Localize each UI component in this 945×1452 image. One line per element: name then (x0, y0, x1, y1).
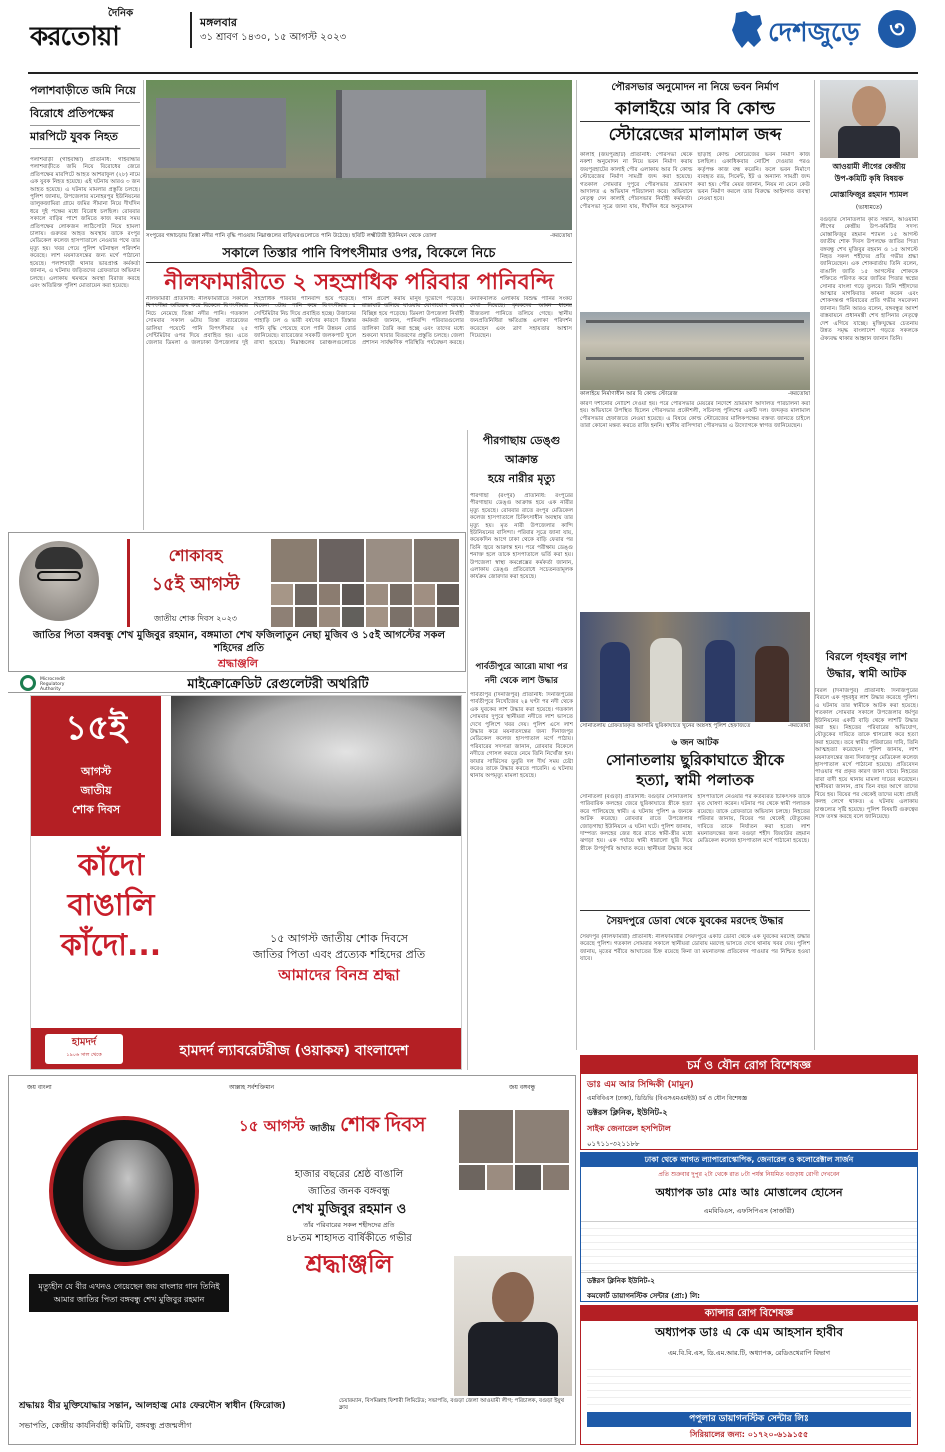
quote-text: মৃত্যুহীন যে বীর এখনও গেয়েছেন জয় বাংলার গান তিনিই আমার জাতির পিতা বঙ্গবন্ধু শেখ মুজিবুর রহমান (29, 1274, 229, 1312)
section-logo (730, 8, 920, 52)
ad-title: ঢাকা থেকে আগত ল্যাপারোস্কোপিক, জেনারেল ও কলোরেক্টাল সার্জন (581, 1153, 917, 1167)
title-word-2: শোক (340, 1112, 380, 1136)
house-building (336, 90, 486, 180)
mra-logo-text: Microcredit Regulatory Authority (40, 677, 65, 692)
story-kicker: সকালে তিস্তার পানি বিপৎসীমার ওপর, বিকেলে নিচে (222, 246, 496, 261)
story-body-cont: কারণ দর্শানোর নোটিশ দেওয়া হয়। পরে পৌরসভার মেয়রের নির্দেশে ভ্রাম্যমাণ আদালত পরিচালনা করা হয়। অভিযানে উপস্থিত ছিলেন পৌরসভার প্রকৌশলী, সচিবসহ পুলিশের একটি দল। জব্দকৃত মালামাল পৌরসভার হেফাজতে নেওয়া হয়েছে। এ বিষয়ে কোল্ড স্টোরেজের মালিকপক্ষের বক্তব্য জানতে চাইলে তারা কোনো মন্তব্য করতে রাজি হননি। স্থানীয় বাসিন্দারা পৌরসভার এ উদ্যোগকে স্বাগত জানিয়েছেন। (580, 401, 810, 430)
headline-line-1: পীরগাছায় ডেঙ্গু আক্রান্ত (482, 434, 561, 466)
cry-line-2: বাঙালি (67, 888, 155, 923)
masthead (0, 0, 945, 78)
ad-subtitle: জাতীয় শোক দিবস ২০২৩ (153, 614, 238, 623)
story-body: পীরগাছা (রংপুর) প্রতিনিধি: রংপুরের পীরগাছায় ডেঙ্গু আক্রান্ত হয়ে এক নারীর মৃত্যু হয়েছে। রোববার রাতে রংপুর মেডিকেল কলেজ হাসপাতালে চিকিৎসাধীন অবস্থায় তার মৃত্যু হয়। মৃত নারী উপজেলার কান্দি ইউনিয়নের বাসিন্দা। পরিবার সূত্রে জানা যায়, কয়েকদিন আগে ঢাকা থেকে বাড়ি ফেরার পর তিনি জ্বরে আক্রান্ত হন। পরে পরীক্ষায় ডেঙ্গু শনাক্ত হলে তাকে হাসপাতালে ভর্তি করা হয়। উপজেলা স্বাস্থ্য কমপ্লেক্সের কর্মকর্তা জানান, এলাকায় ডেঙ্গু প্রতিরোধে সচেতনতামূলক কার্যক্রম জোরদার করা হয়েছে। (470, 493, 573, 581)
headline-line-2: নদী থেকে লাশ উদ্ধার (485, 676, 558, 686)
ad-schedule: প্রতি শুক্রবার দুপুর ২টা থেকে রাত ৮টা পর্যন্ত নিয়মিত বগুড়ায় রোগী দেখবেন (658, 1171, 840, 1178)
hamdard-bar (31, 1028, 462, 1070)
flood-water (146, 178, 572, 230)
ad-hamdard (30, 695, 462, 1070)
cry-line-1: কাঁদো (77, 848, 145, 883)
phone-number: ০১৭১১-৩২১১৮৮ (587, 1140, 640, 1148)
photo-caption (580, 390, 810, 399)
portrait-bw (171, 696, 462, 836)
tribute-line-3: আমাদের বিনম্র শ্রদ্ধা (278, 966, 400, 984)
ad-mra (8, 532, 466, 672)
profile-title-2: উপ-কমিটি কৃষি বিষয়ক (834, 174, 904, 183)
title-word-1: জাতীয় (309, 1124, 336, 1134)
hamdard-logo (45, 1034, 123, 1064)
clinic-name: ডক্টরস ক্লিনিক ইউনিট-২ (587, 1277, 655, 1285)
photo-caption (580, 722, 810, 731)
headline-line-2: হয়ে নারীর মৃত্যু (488, 472, 555, 485)
mra-logo-icon (20, 675, 36, 691)
hospital-name: সাইক জেনারেল হসপিটাল (587, 1124, 671, 1133)
profile-photo (820, 80, 918, 158)
tribute-line-4: তাঁর পরিবারের সকল শহীদদের প্রতি (303, 1221, 395, 1229)
headline-line-1: পার্বতীপুরে আরো৷ মাথা পর (475, 662, 568, 672)
column-rule (814, 80, 815, 1050)
portrait-hair (35, 547, 83, 569)
badge-line-2: জাতীয় (80, 784, 112, 797)
mourning-banner (127, 539, 261, 627)
story-kalai (580, 80, 810, 610)
title-date: ১৫ আগস্ট (239, 1117, 305, 1135)
story-body: বিরল (দিনাজপুর) প্রতিনিধি: দিনাজপুরের বিরলে এক গৃহবধূর লাশ উদ্ধার করেছে পুলিশ। এ ঘটনায় তার স্বামীকে আটক করা হয়েছে। গতকাল সোমবার সকালে উপজেলার ধর্মপুর ইউনিয়নের একটি বাড়ি থেকে লাশটি উদ্ধার করা হয়। নিহতের পরিবারের অভিযোগ, যৌতুকের দাবিতে তাকে শ্বাসরোধ করে হত্যা করা হয়েছে। তবে স্বামীর পরিবারের দাবি, তিনি আত্মহত্যা করেছেন। পুলিশ জানায়, লাশ ময়নাতদন্তের জন্য দিনাজপুর মেডিকেল কলেজ হাসপাতাল মর্গে পাঠানো হয়েছে। প্রতিবেদন পাওয়ার পর প্রকৃত কারণ জানা যাবে। নিহতের বাবা বাদী হয়ে থানায় মামলা দায়ের করেছেন। স্থানীয়রা জানান, প্রায় তিন বছর আগে তাদের বিয়ে হয়। বিয়ের পর থেকেই তাদের মধ্যে প্রায়ই কলহ লেগে থাকত। এ ঘটনায় এলাকায় চাঞ্চল্যের সৃষ্টি হয়েছে। পুলিশ বিষয়টি গুরুত্বের সঙ্গে তদন্ত করছে বলে জানিয়েছে। (815, 688, 918, 820)
masthead-rule (28, 72, 918, 74)
house-roof (156, 98, 286, 168)
caption-text: সংপুরের গঙ্গাচড়ায় তিস্তা নদীর পানি বৃদ্ধি পাওয়ায় নিম্নাঞ্চলের বাড়িঘরগুলোতে পানি উঠেছে। ছবিটি লক্ষ্মীটারী ইউনিয়ন থেকে তোলা (146, 233, 437, 239)
doctor-degrees: এমবিবিএস, এফসিপিএস (সার্জারী) (703, 1207, 795, 1215)
badge-line-3: শোক দিবস (71, 803, 120, 816)
arrest-photo (580, 612, 810, 722)
headline-line-2: উদ্ধার, স্বামী আটক (826, 668, 907, 680)
section-title: দেশজুড়ে (768, 18, 860, 48)
doctor-name: অধ্যাপক ডাঃ এ কে এম আহসান হাবীব (654, 1325, 844, 1339)
martyrs-photo-grid (271, 539, 459, 627)
ad-top-left: জয় বাংলা (27, 1084, 52, 1091)
story-kicker: পৌরসভার অনুমোদন না নিয়ে ভবন নির্মাণ (611, 82, 779, 93)
ad-skin-specialist (580, 1055, 918, 1150)
tribute-line-1: ১৫ আগস্ট জাতীয় শোক দিবসে (270, 932, 408, 945)
profile-body: বগুড়ার সোনাতলার কৃতি সন্তান, আওয়ামী লীগের কেন্দ্রীয় উপ-কমিটির সদস্য মোস্তাফিজুর রহমান শ্যামল ১৫ আগস্ট জাতীয় শোক দিবস উপলক্ষে জাতির পিতা বঙ্গবন্ধু শেখ মুজিবুর রহমান ও ১৫ আগস্টে নিহত সকল শহীদের প্রতি গভীর শ্রদ্ধা জানিয়েছেন। এক শোকবার্তায় তিনি বলেন, বাঙালি জাতি ১৫ আগস্টের শোককে শক্তিতে পরিণত করে জাতির পিতার স্বপ্নের সোনার বাংলা গড়ে তুলবে। তিনি শহীদদের আত্মার মাগফিরাত কামনা করেন এবং শোকসন্তপ্ত পরিবারের প্রতি গভীর সমবেদনা জানান। তিনি আরও বলেন, বঙ্গবন্ধুর আদর্শ বাস্তবায়নে প্রধানমন্ত্রী শেখ হাসিনার নেতৃত্বে দেশ এগিয়ে যাচ্ছে। মুক্তিযুদ্ধের চেতনায় উন্নত সমৃদ্ধ বাংলাদেশ গড়তে সকলকে ঐক্যবদ্ধ থাকার আহ্বান জানান তিনি। (820, 217, 918, 342)
story-kicker: ৬ জন আটক (671, 738, 719, 748)
mra-org-name: মাইক্রোক্রেডিট রেগুলেটরী অথরিটি (187, 677, 369, 692)
paper-name-small: দৈনিক (108, 8, 134, 19)
portrait-suit (838, 126, 900, 158)
feroz-suit (468, 1322, 558, 1396)
cry-text (51, 846, 171, 966)
tribute-line-1: হাজার বছরের শ্রেষ্ঠ বাঙালি (294, 1169, 404, 1180)
ad-cancer-specialist (580, 1305, 918, 1445)
black-disk (49, 1116, 199, 1266)
saidpur-body: সৈয়দপুর (নীলফামারী) প্রতিনিধি: নীলফামারীর সৈয়দপুরে একটি ডোবা থেকে এক যুবকের মরদেহ উদ্ধার করেছে পুলিশ। গতকাল সোমবার সকালে স্থানীয়রা ডোবায় মরদেহ ভাসতে দেখে থানায় খবর দেয়। পুলিশ জানায়, মৃতের শরীরে আঘাতের চিহ্ন রয়েছে কিনা তা ময়নাতদন্ত প্রতিবেদন পাওয়ার পর নিশ্চিত হওয়া যাবে। (580, 934, 810, 963)
headline-line-1: সোনাতলায় ছুরিকাঘাতে স্ত্রীকে (605, 751, 785, 769)
issue-day: মঙ্গলবার (200, 16, 237, 29)
portrait-glasses (37, 571, 81, 581)
flood-photo (146, 80, 572, 230)
bangabandhu-portrait (19, 541, 99, 621)
martyrs-photos (459, 1110, 569, 1190)
ad-shraddha: শ্রদ্ধাঞ্জলি (218, 657, 258, 670)
warehouse-photo (580, 312, 810, 390)
tribute-line-3: শেখ মুজিবুর রহমান ও (291, 1202, 407, 1217)
tribute-text (221, 931, 457, 987)
profile-name: মোস্তাফিজুর রহমান শ্যামল (829, 190, 909, 199)
column-rule (576, 80, 577, 1050)
story-body: নীলফামারী প্রতিনিধি: নীলফামারীতে সকালে বিপৎসীমা অতিক্রম করে বিকেলে বিপৎসীমার নিচে নেমেছে তিস্তা নদীর পানি। গতকাল সোমবার সকাল ৬টায় তিস্তা ব্যারেজের ডালিয়া পয়েন্টে পানি বিপৎসীমার ২৫ সেন্টিমিটার ওপর দিয়ে প্রবাহিত হয়। এতে জেলার ডিমলা ও জলঢাকা উপজেলার দুই সহস্রাধিক পরিবার পানিবন্দি হয়ে পড়েছে। বিকেল ৩টায় পানি কমে বিপৎসীমার ৫ সেন্টিমিটার নিচ দিয়ে প্রবাহিত হচ্ছে। উজানের পাহাড়ি ঢল ও ভারী বর্ষণের কারণে তিস্তার পানি বৃদ্ধি পেয়েছে বলে পানি উন্নয়ন বোর্ড জানিয়েছে। ব্যারেজের সবকটি জলকপাট খুলে রাখা হয়েছে। নিম্নাঞ্চলের চরাঞ্চলগুলোতে পানি প্রবেশ করায় মানুষ দুর্ভোগে পড়েছে। রাস্তাঘাট তলিয়ে যাওয়ায় যোগাযোগ ব্যবস্থা বিচ্ছিন্ন হয়ে পড়েছে। ডিমলা উপজেলা নির্বাহী কর্মকর্তা জানান, পানিবন্দি পরিবারগুলোর তালিকা তৈরি করা হচ্ছে এবং তাদের মধ্যে শুকনো খাবার বিতরণের প্রস্তুতি চলছে। জেলা প্রশাসন সার্বক্ষণিক পরিস্থিতি পর্যবেক্ষণ করছে। বন্যাকবলিত এলাকায় বিশুদ্ধ পানির সংকট দেখা দিয়েছে। কৃষকদের আমন ধানের বীজতলা পানিতে তলিয়ে গেছে। স্থানীয় জনপ্রতিনিধিরা ক্ষতিগ্রস্ত এলাকা পরিদর্শন করেছেন এবং ত্রাণ সহায়তার আশ্বাস দিয়েছেন। (146, 296, 572, 347)
headline-line-2: স্টোরেজের মালামাল জব্দ (608, 125, 782, 145)
person-3 (705, 640, 735, 722)
story-sonatola (580, 612, 810, 1052)
story-body: পলাশবাড়ী (গাইবান্ধা) প্রতিনিধি: গাইবান্ধার পলাশবাড়ীতে জমি নিয়ে বিরোধের জেরে প্রতিপক্ষের মারপিটে আহত আশরাফুল (২৮) নামে এক যুবক নিহত হয়েছে। এই ঘটনায় আরও ৩ জন আহত হয়েছে। এ ঘটনায় মামলার প্রস্তুতি চলছে। পুলিশ জানায়, উপজেলার মনোহরপুর ইউনিয়নের তালুকজামিরা গ্রামে জমির সীমানা নিয়ে দীর্ঘদিন ধরে দুই পক্ষের মধ্যে বিরোধ চলছিল। রোববার সকালে বাড়ির পাশে জমিতে কাজ করার সময় প্রতিপক্ষের লোকজন লাঠিসোটা নিয়ে হামলা চালায়। গুরুতর আহত অবস্থায় তাকে রংপুর মেডিকেল কলেজ হাসপাতালে নেওয়ার পথে তার মৃত্যু হয়। খবর পেয়ে পুলিশ ঘটনাস্থল পরিদর্শন করেছে। লাশ ময়নাতদন্তের জন্য মর্গে পাঠানো হয়েছে। পলাশবাড়ী থানার ভারপ্রাপ্ত কর্মকর্তা জানান, এ ঘটনায় জড়িতদের গ্রেফতারে অভিযান চলছে। এলাকায় থমথমে অবস্থা বিরাজ করছে এবং অতিরিক্ত পুলিশ মোতায়েন করা হয়েছে। (30, 157, 140, 289)
cry-line-3: কাঁদো... (60, 928, 162, 963)
bangladesh-map-icon (730, 10, 764, 50)
doctor-details (581, 1221, 917, 1273)
person-4 (755, 646, 789, 722)
tribute-line-5: ৪৮তম শাহাদত বার্ষিকীতে গভীর (286, 1233, 412, 1244)
ad-date: ১৫ই আগস্ট (151, 574, 240, 595)
story-birol (815, 650, 918, 1100)
date-badge (31, 696, 161, 836)
center-name: কমফোর্ট ডায়াগনস্টিক সেন্টার (প্রা:) লি: (587, 1292, 700, 1300)
hamdard-logo-year: ১৯০৬ সাল থেকে (66, 1052, 102, 1058)
story-body: কালাই (জয়পুরহাট) প্রতিনিধি: পৌরসভা থেকে নকশা অনুমোদন না নিয়ে ভবন নির্মাণ করায় জয়পুরহাটের কালাই পৌর এলাকায় আর বি কোল্ড স্টোরেজের নির্মাণ সামগ্রী জব্দ করা হয়েছে। গতকাল সোমবার দুপুরে পৌরসভার ভ্রাম্যমাণ আদালত এ অভিযান পরিচালনা করে। অভিযানে নেতৃত্ব দেন কালাই পৌরসভার নির্বাহী কর্মকর্তা। পৌরসভা সূত্রে জানা যায়, দীর্ঘদিন ধরে অনুমোদন ছাড়াই কোল্ড স্টোরেজের ভবন নির্মাণ কাজ চলছিল। একাধিকবার নোটিশ দেওয়ার পরও কর্তৃপক্ষ কাজ বন্ধ করেনি। ফলে ভবন নির্মাণে ব্যবহৃত রড, সিমেন্ট, ইট ও অন্যান্য সামগ্রী জব্দ করা হয়। পৌর মেয়র জানান, নিয়ম না মেনে কেউ ভবন নির্মাণ করলে তার বিরুদ্ধে আইনগত ব্যবস্থা নেওয়া হবে। (580, 152, 810, 210)
mra-org-bar (8, 673, 466, 693)
hamdard-org: হামদর্দ ল্যাবরেটরীজ (ওয়াকফ) বাংলাদেশ (179, 1043, 409, 1059)
paper-name: করতোয়া (30, 22, 119, 52)
headline-line-2: বিরোধে প্রতিপক্ষের (30, 103, 140, 126)
doctor-name: ডাঃ এম আর সিদ্দিকী (মামুন) (587, 1080, 694, 1090)
ad-surgeon (580, 1152, 918, 1302)
caption-credit: -করতোয়া (788, 723, 810, 729)
feroz-head (492, 1272, 534, 1324)
tribute-line-2: জাতির জনক বঙ্গবন্ধু (308, 1186, 390, 1197)
title-word-3: দিবস (384, 1112, 426, 1136)
headline-line-1: পলাশবাড়ীতে জমি নিয়ে (30, 80, 140, 103)
phone-number: সিরিয়ালের জন্য: ০১৭২০-৬১৯১৫৫ (689, 1430, 809, 1439)
center-name: পপুলার ডায়াগনস্টিক সেন্টার লিঃ (587, 1412, 911, 1427)
bangabandhu-silhouette (83, 1140, 173, 1250)
mourning-title (239, 1110, 439, 1160)
hamdard-logo-text: হামদর্দ (71, 1037, 97, 1048)
column-rule (467, 430, 468, 1070)
saidpur-headline: সৈয়দপুরে ডোবা থেকে যুবকের মরদেহ উদ্ধার (580, 910, 810, 931)
story-palashbari (30, 80, 140, 570)
ad-top-center: আল্লাহ সর্বশক্তিমান (229, 1084, 275, 1091)
profile-notice (820, 80, 918, 640)
ad-title: ক্যান্সার রোগ বিশেষজ্ঞ (581, 1306, 917, 1321)
issue-date: ৩১ শ্রাবণ ১৪৩০, ১৫ আগস্ট ২০২৩ (200, 32, 347, 43)
caption-credit: -করতোয়া (550, 233, 572, 239)
feroz-portrait (454, 1256, 572, 1396)
doctor-name: অধ্যাপক ডাঃ মোঃ আঃ মোত্তালেব হোসেন (655, 1186, 843, 1199)
headline-line-3: মারপিটে যুবক নিহত (30, 126, 140, 149)
ad-top-right: জয় বঙ্গবন্ধু (509, 1084, 536, 1091)
caption-text: সোনাতলায় গ্রেফতারকৃত আসামি ছুরিকাঘাতে খুনের অস্ত্রসহ পুলিশ হেফাজতে (580, 723, 751, 729)
story-body: পার্বতীপুর (দিনাজপুর) প্রতিনিধি: দিনাজপুরের পার্বতীপুরে নিখোঁজের ২৪ ঘণ্টা পর নদী থেকে এক যুবকের লাশ উদ্ধার করা হয়েছে। গতকাল সোমবার দুপুরে স্থানীয়রা নদীতে লাশ ভাসতে দেখে পুলিশে খবর দেয়। পুলিশ এসে লাশ উদ্ধার করে ময়নাতদন্তের জন্য দিনাজপুর মেডিকেল কলেজ হাসপাতাল মর্গে পাঠায়। পরিবারের সদস্যরা জানান, রোববার বিকেলে নদীতে গোসল করতে নেমে তিনি নিখোঁজ হন। ফায়ার সার্ভিসের ডুবুরি দল দীর্ঘ সময় চেষ্টা করেও তাকে উদ্ধার করতে পারেনি। এ ঘটনায় থানায় অপমৃত্যু মামলা হয়েছে। (470, 692, 573, 780)
caption-credit: -করতোয়া (788, 391, 810, 397)
person-1 (600, 642, 630, 722)
feroz-from: শ্রদ্ধায়ঃ বীর মুক্তিযোদ্ধার সন্তান, আলহাজ্ব মোঃ ফেরদৌস স্বাধীন (ফিরোজ) (19, 1401, 286, 1411)
headline-line-2: হত্যা, স্বামী পলাতক (636, 771, 754, 789)
story-headline: নীলফামারীতে ২ সহস্রাধিক পরিবার পানিবন্দি (146, 262, 572, 305)
page-number: ৩ (878, 10, 916, 48)
column-rule (143, 80, 144, 530)
doctor-degrees: এমবিবিএস (ঢাকা), ডিডিভি (বিএসএমএমইউ) চর্ম ও যৌন বিশেষজ্ঞ (587, 1095, 748, 1102)
badge-day: ১৫ই (65, 708, 127, 748)
feroz-tribute (239, 1166, 459, 1281)
profile-subtitle: (ভাষ্যমতে) (855, 204, 883, 211)
badge-line-1: আগস্ট (80, 765, 112, 778)
story-pirgachha (470, 432, 573, 652)
person-2 (650, 638, 682, 722)
portrait-head (852, 86, 886, 128)
photo-caption (146, 232, 572, 241)
paper-logo (30, 6, 190, 52)
caption-text: কালাইয়ে নির্মাণাধীন আর বি কোল্ড স্টোরেজ (580, 391, 678, 397)
profile-title-1: আওয়ামী লীগের কেন্দ্রীয় (832, 162, 906, 171)
ad-title: শোকাবহ (168, 546, 223, 565)
feroz-side-info: চেয়ারম্যান, বিসমিল্লাহ ফিশারী লিমিটেড; সভাপতি, বগুড়া জেলা আওয়ামী লীগ; পরিচালক, বগুড়া ইয়ুথ ক্লাব (339, 1398, 564, 1411)
headline-line-1: বিরলে গৃহবধূর লাশ (826, 651, 907, 663)
scaffold-structure (586, 320, 804, 360)
feroz-shraddha: শ্রদ্ধাঞ্জলি (305, 1250, 393, 1278)
doctor-degrees: এম.বি.বি.এস, ডি.এম.আর.টি, অধ্যাপক, রেডিওথেরাপি বিভাগ (667, 1349, 831, 1357)
feroz-from-title: সভাপতি, কেন্দ্রীয় কার্যনির্বাহী কমিটি, বঙ্গবন্ধু প্রজন্মলীগ (19, 1421, 192, 1430)
ad-title: চর্ম ও যৌন রোগ বিশেষজ্ঞ (581, 1056, 917, 1074)
headline-line-1: কালাইয়ে আর বি কোল্ড (580, 97, 810, 122)
tribute-line-2: জাতির পিতা এবং প্রত্যেক শহিদের প্রতি (252, 948, 426, 961)
ad-feroz (8, 1075, 576, 1445)
story-body: সোনাতলা (বগুড়া) প্রতিনিধি: বগুড়ার সোনাতলায় পারিবারিক কলহের জেরে ছুরিকাঘাতে স্ত্রীকে হত্যা করে পালিয়েছে স্বামী। এ ঘটনায় পুলিশ ৬ জনকে আটক করেছে। রোববার রাতে উপজেলার জোড়গাছা ইউনিয়নে এ ঘটনা ঘটে। পুলিশ জানায়, দাম্পত্য কলহের জের ধরে রাতে স্বামী-স্ত্রীর মধ্যে ঝগড়া হয়। এক পর্যায়ে স্বামী ধারালো ছুরি দিয়ে স্ত্রীকে উপর্যুপরি আঘাত করে। স্থানীয়রা উদ্ধার করে হাসপাতালে নেওয়ার পর কর্তব্যরত চিকিৎসক তাকে মৃত ঘোষণা করেন। ঘটনার পর থেকে স্বামী পলাতক রয়েছে। তাকে গ্রেফতারে অভিযান চলছে। নিহতের পরিবার জানায়, বিয়ের পর থেকেই যৌতুকের দাবিতে তাকে নির্যাতন করা হতো। লাশ ময়নাতদন্তের জন্য বগুড়া শহীদ জিয়াউর রহমান মেডিকেল কলেজ হাসপাতাল মর্গে পাঠানো হয়েছে। (580, 794, 810, 852)
ad-tribute: জাতির পিতা বঙ্গবন্ধু শেখ মুজিবুর রহমান, বঙ্গমাতা শেখ ফজিলাতুন নেছা মুজিব ও ১৫ই আগস্টের সকল শহিদের প্রতি (33, 630, 445, 654)
doctor-details (587, 1363, 911, 1409)
clinic-name: ডক্টরস ক্লিনিক, ইউনিট-২ (587, 1108, 668, 1117)
